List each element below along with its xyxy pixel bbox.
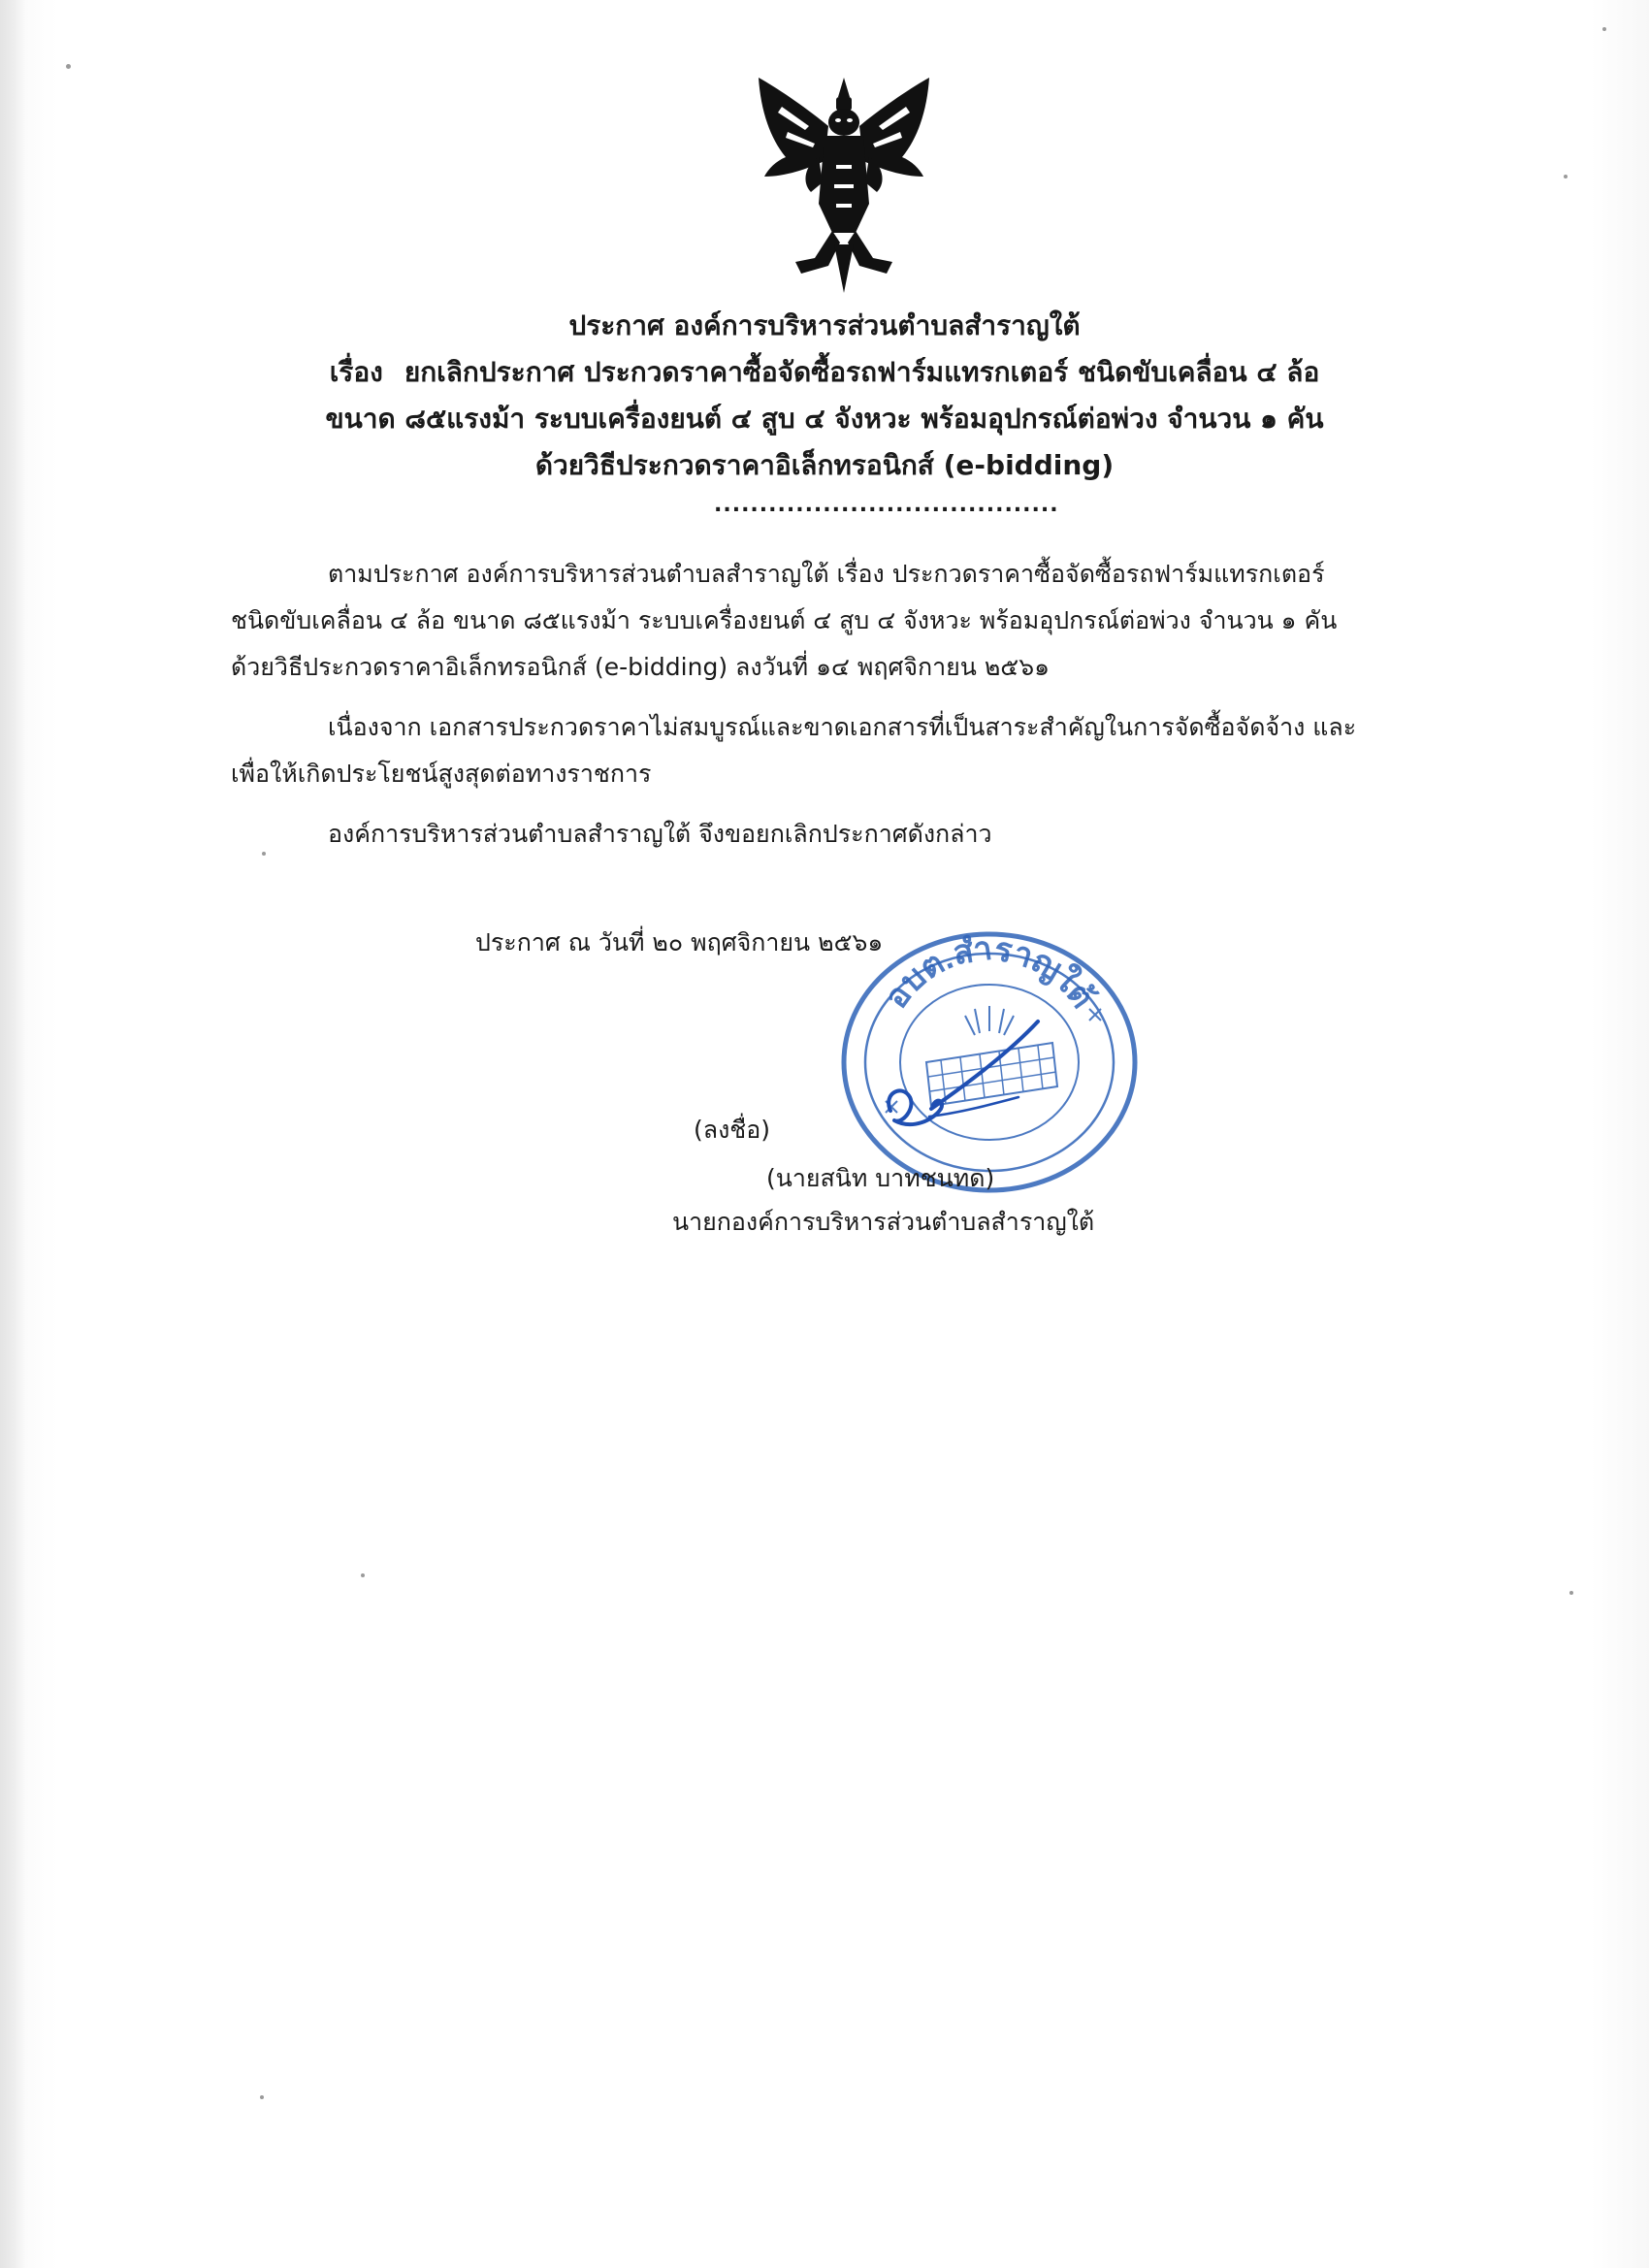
handwritten-signature-icon — [873, 1004, 1067, 1150]
subject-line-1 — [165, 349, 1484, 396]
signer-name: (นายสนิท บาทชนทด) — [766, 1164, 995, 1192]
scan-speck — [1564, 175, 1568, 178]
paragraph-line: ด้วยวิธีประกวดราคาอิเล็กทรอนิกส์ (e-bidding) ลงวันที่ ๑๔ พฤศจิกายน ๒๕๖๑ — [231, 653, 1050, 681]
scan-speck — [1569, 1591, 1573, 1595]
paragraph-reason — [231, 704, 1395, 797]
subject-label: เรื่อง — [329, 356, 383, 388]
scan-speck — [262, 852, 266, 856]
scan-speck — [1602, 27, 1606, 31]
separator-dots: ...................................... — [714, 493, 1059, 517]
sign-label: (ลงชื่อ) — [694, 1116, 771, 1144]
paragraph-reference — [231, 551, 1395, 691]
paragraph-line: ชนิดขับเคลื่อน ๔ ล้อ ขนาด ๘๕แรงม้า ระบบเครื่องยนต์ ๔ สูบ ๔ จังหวะ พร้อมอุปกรณ์ต่อพ่วง จำนวน ๑ คัน — [231, 606, 1338, 634]
scan-speck — [260, 2095, 264, 2099]
paragraph-line: เพื่อให้เกิดประโยชน์สูงสุดต่อทางราชการ — [231, 760, 652, 788]
garuda-emblem-icon — [747, 68, 941, 301]
stamp-text: อบต.สำราญใต้ — [877, 929, 1102, 1016]
paragraph-line: เนื่องจาก เอกสารประกวดราคาไม่สมบูรณ์และขาดเอกสารที่เป็นสาระสำคัญในการจัดซื้อจัดจ้าง และ — [328, 713, 1357, 741]
paragraph-line: ตามประกาศ องค์การบริหารส่วนตำบลสำราญใต้ เรื่อง ประกวดราคาซื้อจัดซื้อรถฟาร์มแทรกเตอร์ — [328, 560, 1325, 588]
subject-line-3: ด้วยวิธีประกวดราคาอิเล็กทรอนิกส์ (e-bidding) — [534, 449, 1115, 481]
paragraph-conclusion — [231, 811, 1395, 858]
subject-line-2: ขนาด ๘๕แรงม้า ระบบเครื่องยนต์ ๔ สูบ ๔ จังหวะ พร้อมอุปกรณ์ต่อพ่วง จำนวน ๑ คัน — [325, 403, 1324, 435]
signer-position: นายกองค์การบริหารส่วนตำบลสำราญใต้ — [672, 1208, 1095, 1236]
paragraph-line: องค์การบริหารส่วนตำบลสำราญใต้ จึงขอยกเลิกประกาศดังกล่าว — [328, 820, 992, 848]
scan-shadow — [0, 0, 25, 2268]
scan-speck — [361, 1573, 365, 1577]
svg-text:อบต.สำราญใต้ — [878, 930, 1102, 1016]
subject-text-1: ยกเลิกประกาศ ประกวดราคาซื้อจัดซื้อรถฟาร์มแทรกเตอร์ ชนิดขับเคลื่อน ๔ ล้อ — [404, 356, 1320, 388]
scan-speck — [66, 64, 71, 69]
announcement-date: ประกาศ ณ วันที่ ๒๐ พฤศจิกายน ๒๕๖๑ — [475, 928, 884, 956]
announcement-title: ประกาศ องค์การบริหารส่วนตำบลสำราญใต้ — [568, 309, 1081, 341]
announcement-header — [165, 303, 1484, 489]
